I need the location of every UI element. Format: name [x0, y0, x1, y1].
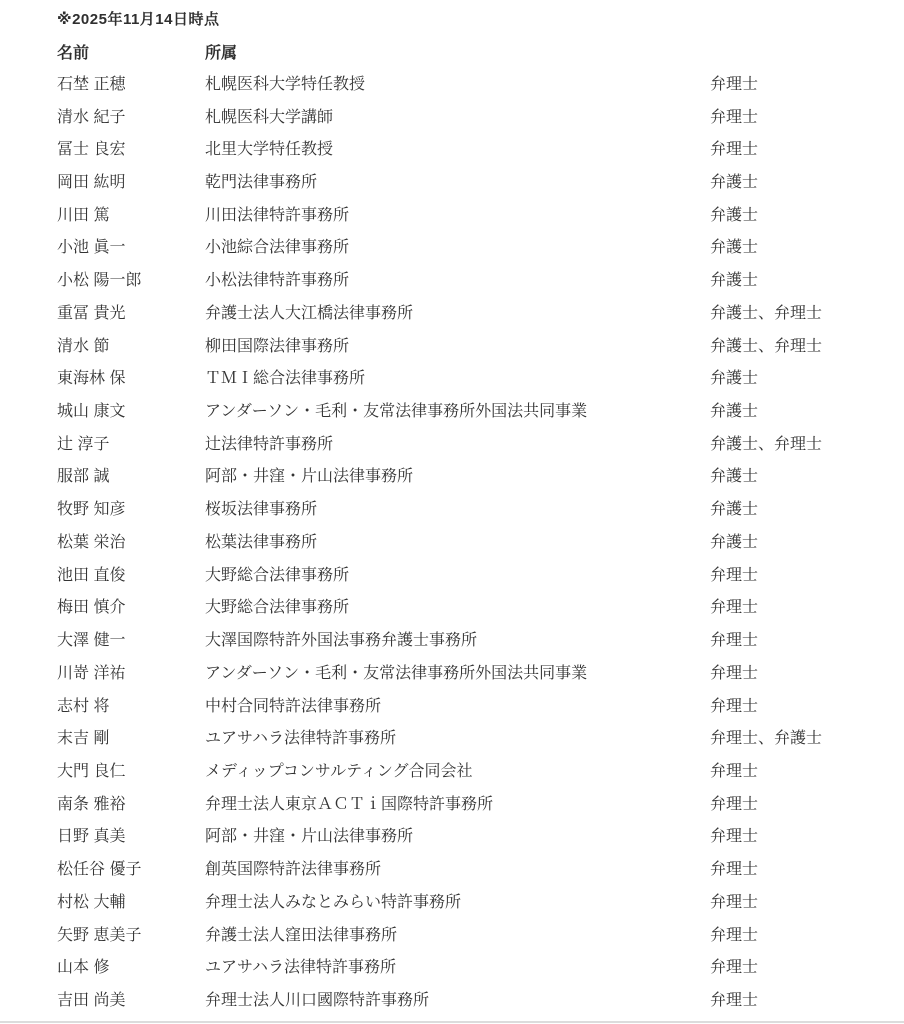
cell-qualification: 弁理士 [710, 599, 759, 617]
cell-name: 清水 節 [57, 337, 110, 355]
cell-affiliation: 弁護士法人大江橋法律事務所 [205, 304, 414, 322]
cell-name: 南条 雅裕 [57, 795, 126, 813]
cell-qualification: 弁護士 [710, 239, 759, 257]
cell-name: 岡田 紘明 [57, 174, 126, 192]
cell-affiliation: 中村合同特許法律事務所 [205, 697, 382, 715]
table-row [57, 491, 896, 524]
cell-affiliation: 辻法律特許事務所 [205, 435, 334, 453]
cell-affiliation: 大野総合法律事務所 [205, 599, 350, 617]
table-row [57, 884, 896, 917]
cell-qualification: 弁護士 [710, 501, 759, 519]
cell-affiliation: 乾門法律事務所 [205, 174, 318, 192]
cell-qualification: 弁理士 [710, 141, 759, 159]
cell-affiliation: 大澤国際特許外国法事務弁護士事務所 [205, 632, 478, 650]
cell-name: 矢野 恵美子 [57, 926, 142, 944]
table-row [57, 851, 896, 884]
cell-qualification: 弁護士 [710, 370, 759, 388]
cell-name: 清水 紀子 [57, 108, 126, 126]
cell-name: 城山 康文 [57, 403, 126, 421]
cell-name: 大澤 健一 [57, 632, 126, 650]
cell-name: 大門 良仁 [57, 762, 126, 780]
cell-name: 小松 陽一郎 [57, 272, 142, 290]
cell-name: 牧野 知彦 [57, 501, 126, 519]
cell-name: 川田 篤 [57, 206, 110, 224]
cell-name: 日野 真美 [57, 828, 126, 846]
cell-qualification: 弁護士 [710, 206, 759, 224]
cell-affiliation: 弁護士法人窪田法律事務所 [205, 926, 398, 944]
cell-qualification: 弁理士 [710, 828, 759, 846]
cell-qualification: 弁理士 [710, 75, 759, 93]
cell-name: 小池 眞一 [57, 239, 126, 257]
cell-qualification: 弁理士 [710, 762, 759, 780]
table-row [57, 720, 896, 753]
cell-qualification: 弁理士 [710, 926, 759, 944]
cell-qualification: 弁護士、弁理士 [710, 337, 823, 355]
cell-affiliation: アンダーソン・毛利・友常法律事務所外国法共同事業 [205, 664, 588, 682]
cell-qualification: 弁理士 [710, 632, 759, 650]
cell-qualification: 弁護士、弁理士 [710, 435, 823, 453]
cell-name: 末吉 剛 [57, 730, 110, 748]
cell-affiliation: 桜坂法律事務所 [205, 501, 318, 519]
cell-affiliation: メディップコンサルティング合同会社 [205, 762, 473, 780]
cell-affiliation: 阿部・井窪・片山法律事務所 [205, 828, 414, 846]
table-row [57, 197, 896, 230]
cell-qualification: 弁理士 [710, 108, 759, 126]
table-row [57, 655, 896, 688]
cell-qualification: 弁護士 [710, 468, 759, 486]
table-row [57, 917, 896, 950]
cell-affiliation: 松葉法律事務所 [205, 533, 318, 551]
members-table [57, 36, 896, 1015]
table-row [57, 328, 896, 361]
table-row [57, 99, 896, 132]
table-row [57, 753, 896, 786]
table-row [57, 131, 896, 164]
cell-affiliation: アンダーソン・毛利・友常法律事務所外国法共同事業 [205, 403, 588, 421]
cell-qualification: 弁理士 [710, 697, 759, 715]
cell-name: 村松 大輔 [57, 893, 126, 911]
cell-qualification: 弁護士 [710, 533, 759, 551]
cell-qualification: 弁理士 [710, 664, 759, 682]
table-row [57, 622, 896, 655]
cell-affiliation: 札幌医科大学講師 [205, 108, 334, 126]
cell-name: 梅田 慎介 [57, 599, 126, 617]
cell-name: 松任谷 優子 [57, 861, 142, 879]
table-row [57, 360, 896, 393]
table-row [57, 66, 896, 99]
table-row [57, 524, 896, 557]
table-row [57, 982, 896, 1015]
cell-affiliation: ＴＭＩ総合法律事務所 [205, 370, 366, 388]
table-row [57, 949, 896, 982]
table-row [57, 262, 896, 295]
cell-qualification: 弁理士 [710, 991, 759, 1009]
cell-name: 辻 淳子 [57, 435, 110, 453]
cell-name: 山本 修 [57, 959, 110, 977]
column-header-affiliation: 所属 [205, 44, 238, 62]
cell-affiliation: 弁理士法人川口國際特許事務所 [205, 991, 430, 1009]
cell-affiliation: 柳田国際法律事務所 [205, 337, 350, 355]
table-row [57, 426, 896, 459]
cell-affiliation: 大野総合法律事務所 [205, 566, 350, 584]
cell-qualification: 弁理士、弁護士 [710, 730, 823, 748]
table-row [57, 295, 896, 328]
table-row [57, 557, 896, 590]
cell-name: 冨士 良宏 [57, 141, 126, 159]
cell-affiliation: 北里大学特任教授 [205, 141, 334, 159]
table-header-row [57, 36, 896, 66]
table-body [57, 66, 896, 1015]
cell-qualification: 弁護士 [710, 272, 759, 290]
cell-qualification: 弁理士 [710, 893, 759, 911]
table-row [57, 819, 896, 852]
table-row [57, 590, 896, 623]
cell-affiliation: 弁理士法人東京ＡＣＴｉ国際特許事務所 [205, 795, 494, 813]
cell-name: 石埜 正穂 [57, 75, 126, 93]
cell-qualification: 弁理士 [710, 795, 759, 813]
cell-name: 東海林 保 [57, 370, 126, 388]
cell-affiliation: ユアサハラ法律特許事務所 [205, 730, 397, 748]
table-row [57, 393, 896, 426]
table-row [57, 688, 896, 721]
cell-qualification: 弁理士 [710, 959, 759, 977]
cell-name: 川嵜 洋祐 [57, 664, 126, 682]
cell-qualification: 弁護士 [710, 403, 759, 421]
cell-affiliation: ユアサハラ法律特許事務所 [205, 959, 397, 977]
cell-affiliation: 小松法律特許事務所 [205, 272, 350, 290]
cell-affiliation: 阿部・井窪・片山法律事務所 [205, 468, 414, 486]
cell-qualification: 弁護士 [710, 174, 759, 192]
cell-affiliation: 創英国際特許法律事務所 [205, 861, 382, 879]
table-row [57, 164, 896, 197]
cell-qualification: 弁理士 [710, 861, 759, 879]
cell-name: 服部 誠 [57, 468, 110, 486]
cell-name: 松葉 栄治 [57, 533, 126, 551]
cell-affiliation: 弁理士法人みなとみらい特許事務所 [205, 893, 462, 911]
table-row [57, 459, 896, 492]
cell-qualification: 弁護士、弁理士 [710, 304, 823, 322]
cell-affiliation: 札幌医科大学特任教授 [205, 75, 366, 93]
cell-name: 重冨 貴光 [57, 304, 126, 322]
cell-affiliation: 小池綜合法律事務所 [205, 239, 350, 257]
column-header-name: 名前 [57, 44, 90, 62]
cell-affiliation: 川田法律特許事務所 [205, 206, 350, 224]
table-row [57, 230, 896, 263]
cell-qualification: 弁理士 [710, 566, 759, 584]
cell-name: 池田 直俊 [57, 566, 126, 584]
cell-name: 志村 将 [57, 697, 110, 715]
as-of-date-note: ※2025年11月14日時点 [57, 11, 220, 28]
cell-name: 吉田 尚美 [57, 991, 126, 1009]
bottom-divider [0, 1021, 904, 1023]
table-row [57, 786, 896, 819]
